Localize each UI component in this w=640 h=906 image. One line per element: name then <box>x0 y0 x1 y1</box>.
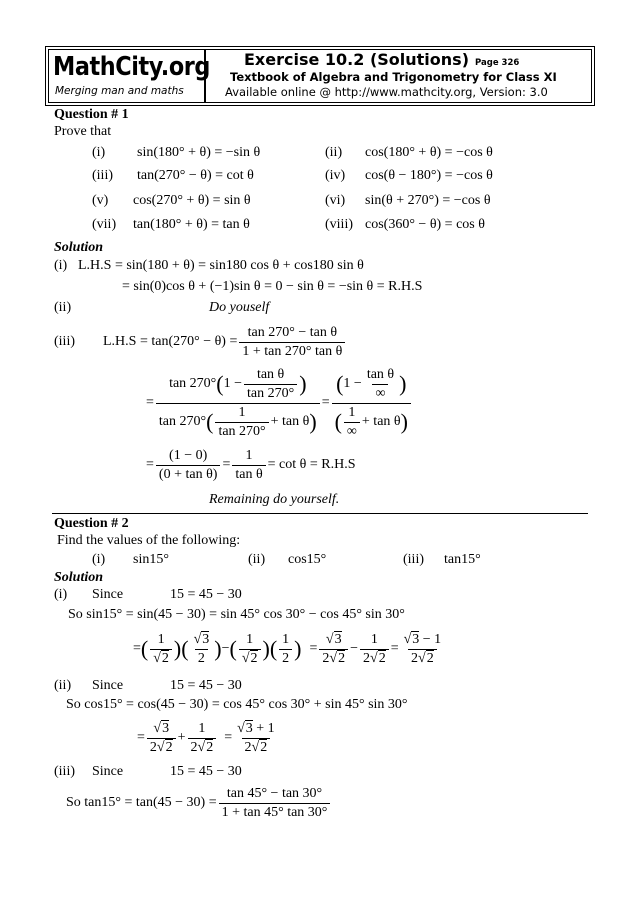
question-1-prompt: Prove that <box>54 124 112 139</box>
q2-item-expr: cos15° <box>288 552 327 567</box>
q1-item-num: (v) <box>92 193 109 208</box>
sol-iii-lhs: L.H.S = tan(270° − θ) = <box>103 334 238 349</box>
solution-label: Solution <box>54 240 104 255</box>
q1-item-expr: cos(θ − 180°) = −cos θ <box>365 168 493 183</box>
sol-i-line2: = sin(0)cos θ + (−1)sin θ = 0 − sin θ = −sin θ = R.H.S <box>122 279 423 294</box>
q2-item-expr: tan15° <box>444 552 481 567</box>
q1-item-expr: cos(360° − θ) = cos θ <box>365 217 485 232</box>
sol-iii-infinity-fraction: ( 1 − $\frac{\text{tan θ}}{\infty}$ ) ( $\frac{1}{\infty}$ + tan θ ) <box>332 367 411 440</box>
since-text: Since <box>92 678 124 693</box>
sol-iii-line1 <box>103 322 347 362</box>
fraction-denominator: 1 + tan 270° tan θ <box>239 342 345 360</box>
q2-item-num: (ii) <box>248 552 266 567</box>
remaining-note: Remaining do yourself. <box>209 492 340 507</box>
q2-sol-i-values: = ( $\frac{1}{√2}$ )( $\frac{√3}{2}$ ) − ( $\frac{1}{√2}$ )( $\frac{1}{2}$ ) = $\frac{√3}{2√2}$ − $\frac{1}{2√2}$ = $\frac{√3 - 1}{2√2}$ <box>133 631 442 666</box>
q1-item-num: (iii) <box>92 168 113 183</box>
sol-i-label: (i) <box>54 258 68 273</box>
q1-item-expr: cos(270° + θ) = sin θ <box>133 193 251 208</box>
q1-item-expr: tan(270° − θ) = cot θ <box>137 168 254 183</box>
q2-sol-iii-line: So tan15° = tan(45 − 30) = $\frac{\tan 45^\circ - \tan 30^\circ}{1 + \tan 45^\circ \tan 30^\circ}$ <box>66 782 332 824</box>
sol-iii-fraction <box>239 325 345 360</box>
q1-item-expr: tan(180° + θ) = tan θ <box>133 217 250 232</box>
q1-item-num: (vi) <box>325 193 346 208</box>
q1-item-num: (i) <box>92 145 106 160</box>
q2-sol-i-label: (i) <box>54 587 68 602</box>
solution-label: Solution <box>54 570 104 585</box>
since-equation: 15 = 45 − 30 <box>170 764 242 779</box>
q2-sol-ii-so: So cos15° = cos(45 − 30) = cos 45° cos 30° + sin 45° sin 30° <box>66 697 408 712</box>
tagline: Merging man and maths <box>55 85 184 97</box>
page-number: Page 326 <box>475 58 520 68</box>
availability-line: Available online @ http://www.mathcity.org, Version: 3.0 <box>225 85 548 99</box>
textbook-subtitle: Textbook of Algebra and Trigonometry for Class XI <box>230 70 557 84</box>
sol-i-line1: L.H.S = sin(180 + θ) = sin180 cos θ + cos180 sin θ <box>78 258 364 273</box>
q1-item-expr: cos(180° + θ) = −cos θ <box>365 145 493 160</box>
sol-ii-text: Do youself <box>209 300 270 315</box>
q2-sol-ii-values: = $\frac{√3}{2√2}$ + $\frac{1}{2√2}$ = $\frac{√3 + 1}{2√2}$ <box>137 720 275 755</box>
question-1-heading: Question # 1 <box>54 107 129 122</box>
q1-item-num: (iv) <box>325 168 346 183</box>
q1-item-expr: sin(θ + 270°) = −cos θ <box>365 193 491 208</box>
question-2-heading: Question # 2 <box>54 516 129 531</box>
sol-iii-label: (iii) <box>54 334 75 349</box>
exercise-title: Exercise 10.2 (Solutions) Page 326 <box>244 50 520 69</box>
q2-item-expr: sin15° <box>133 552 169 567</box>
section-divider <box>52 513 588 514</box>
q1-item-num: (vii) <box>92 217 117 232</box>
q2-item-num: (iii) <box>403 552 424 567</box>
mathcity-logo: MathCity.org <box>53 52 210 82</box>
q2-sol-ii-label: (ii) <box>54 678 72 693</box>
since-text: Since <box>92 587 124 602</box>
sol-iii-line3: = $\frac{(1 - 0)}{\text{(0 + tan θ)}}$ = $\frac{1}{\text{tan θ}}$ = cot θ = R.H.S <box>146 447 356 482</box>
q1-item-expr: sin(180° + θ) = −sin θ <box>137 145 261 160</box>
sol-iii-big-fraction: tan 270° ( 1 − $\frac{\text{tan θ}}{\tan 270^\circ}$ ) tan 270° ( $\frac{1}{\tan 270^\circ}$ + tan θ ) <box>156 367 320 440</box>
since-text: Since <box>92 764 124 779</box>
q2-sol-iii-label: (iii) <box>54 764 75 779</box>
q1-item-num: (viii) <box>325 217 353 232</box>
since-equation: 15 = 45 − 30 <box>170 587 242 602</box>
question-2-prompt: Find the values of the following: <box>57 533 241 548</box>
q2-sol-i-so: So sin15° = sin(45 − 30) = sin 45° cos 30° − cos 45° sin 30° <box>68 607 405 622</box>
since-equation: 15 = 45 − 30 <box>170 678 242 693</box>
sol-ii-label: (ii) <box>54 300 72 315</box>
fraction-numerator: tan 270° − tan θ <box>247 324 338 340</box>
q2-item-num: (i) <box>92 552 106 567</box>
sol-iii-line2: = tan 270° ( 1 − $\frac{\text{tan θ}}{\tan 270^\circ}$ ) tan 270° ( $\frac{1}{\tan 270^\circ}$ + tan θ ) = ( 1 − $\frac{\text{tan θ}}{\infty}$ ) ( $\frac{1}{\infty}$ + tan θ ) <box>146 362 413 444</box>
q1-item-num: (ii) <box>325 145 343 160</box>
